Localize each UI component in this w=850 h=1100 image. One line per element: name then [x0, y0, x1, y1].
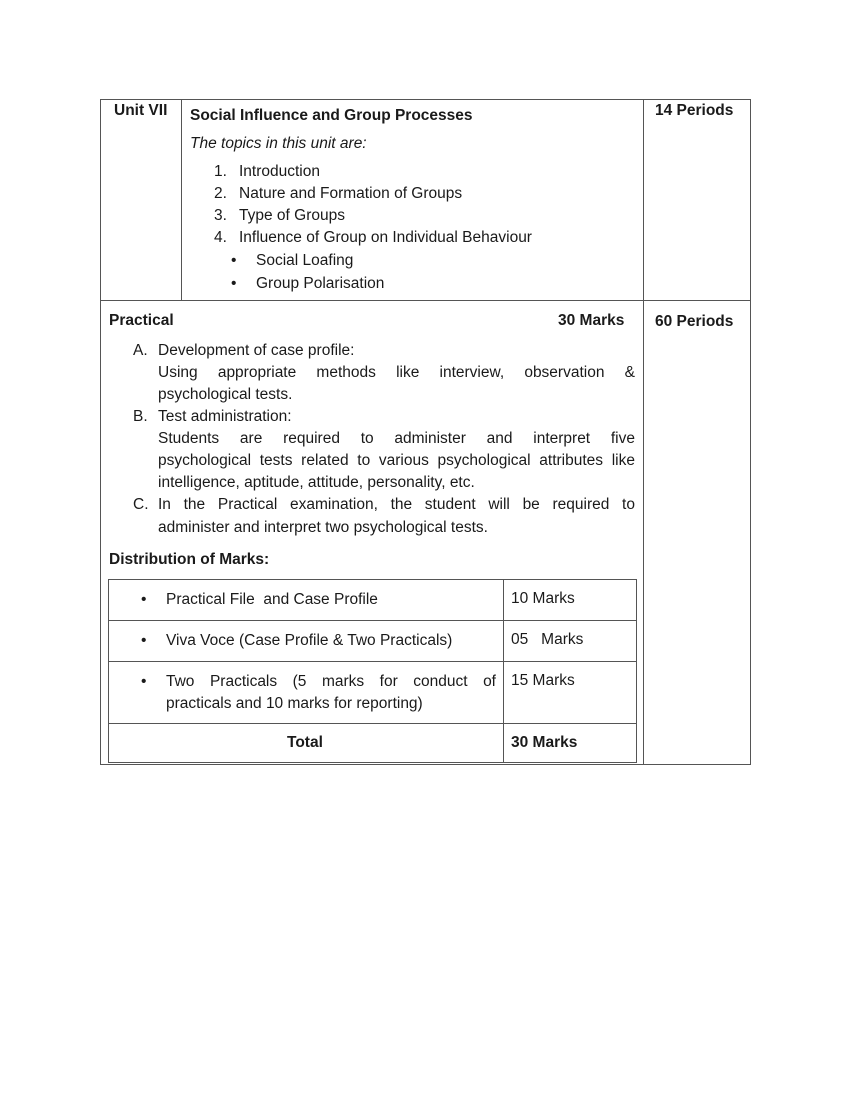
- item-text: intelligence, aptitude, attitude, personality, etc.: [158, 474, 475, 491]
- topic-number: 3.: [214, 207, 227, 224]
- distribution-heading: Distribution of Marks:: [109, 551, 270, 568]
- item-heading: Test administration:: [158, 408, 292, 425]
- marks-table-border: [636, 579, 637, 763]
- unit-periods: 14 Periods: [655, 102, 734, 119]
- unit-label-divider: [181, 99, 182, 301]
- marks-table-border: [108, 579, 109, 763]
- topic-item: Nature and Formation of Groups: [239, 185, 463, 202]
- distribution-item: practicals and 10 marks for reporting): [166, 695, 423, 712]
- outer-bottom-border: [100, 764, 751, 765]
- distribution-marks: 10 Marks: [511, 590, 575, 607]
- distribution-marks: 05 Marks: [511, 631, 584, 648]
- distribution-marks: 15 Marks: [511, 672, 575, 689]
- marks-table-border: [108, 620, 637, 621]
- item-text: psychological tests.: [158, 386, 293, 403]
- topic-item: Introduction: [239, 163, 320, 180]
- item-letter: A.: [133, 342, 148, 359]
- subtopic-item: Group Polarisation: [256, 275, 385, 292]
- marks-table-border: [108, 762, 637, 763]
- periods-column-divider: [643, 99, 644, 765]
- item-text: In the Practical examination, the student will be required to: [158, 496, 635, 513]
- topic-number: 2.: [214, 185, 227, 202]
- row-divider: [100, 300, 751, 301]
- outer-left-border: [100, 99, 101, 765]
- topic-item: Influence of Group on Individual Behaviour: [239, 229, 532, 246]
- bullet-icon: [231, 251, 236, 271]
- distribution-item: Viva Voce (Case Profile & Two Practicals): [166, 632, 453, 649]
- marks-table-border: [108, 723, 637, 724]
- bullet-icon: [141, 590, 146, 610]
- outer-top-border: [100, 99, 751, 100]
- practical-marks: 30 Marks: [558, 312, 625, 329]
- topic-number: 4.: [214, 229, 227, 246]
- item-heading: Development of case profile:: [158, 342, 355, 359]
- unit-label: Unit VII: [114, 102, 168, 119]
- outer-right-border: [750, 99, 751, 765]
- unit-title: Social Influence and Group Processes: [190, 107, 473, 124]
- item-text: Using appropriate methods like interview, observation &: [158, 364, 635, 381]
- marks-table-border: [108, 661, 637, 662]
- bullet-icon: [231, 274, 236, 294]
- item-text: Students are required to administer and interpret five: [158, 430, 635, 447]
- practical-label: Practical: [109, 312, 174, 329]
- subtopic-item: Social Loafing: [256, 252, 354, 269]
- topic-number: 1.: [214, 163, 227, 180]
- item-text: administer and interpret two psychological tests.: [158, 519, 488, 536]
- marks-table-border: [503, 579, 504, 763]
- item-text: psychological tests related to various psychological attributes like: [158, 452, 635, 469]
- item-letter: C.: [133, 496, 149, 513]
- unit-intro: The topics in this unit are:: [190, 135, 367, 152]
- item-letter: B.: [133, 408, 148, 425]
- bullet-icon: [141, 672, 146, 692]
- distribution-item: Practical File and Case Profile: [166, 591, 378, 608]
- distribution-item: Two Practicals (5 marks for conduct of: [166, 673, 496, 690]
- bullet-icon: [141, 631, 146, 651]
- practical-periods: 60 Periods: [655, 313, 734, 330]
- marks-table-border: [108, 579, 637, 580]
- topic-item: Type of Groups: [239, 207, 345, 224]
- total-marks: 30 Marks: [511, 734, 578, 751]
- total-label: Total: [287, 734, 323, 751]
